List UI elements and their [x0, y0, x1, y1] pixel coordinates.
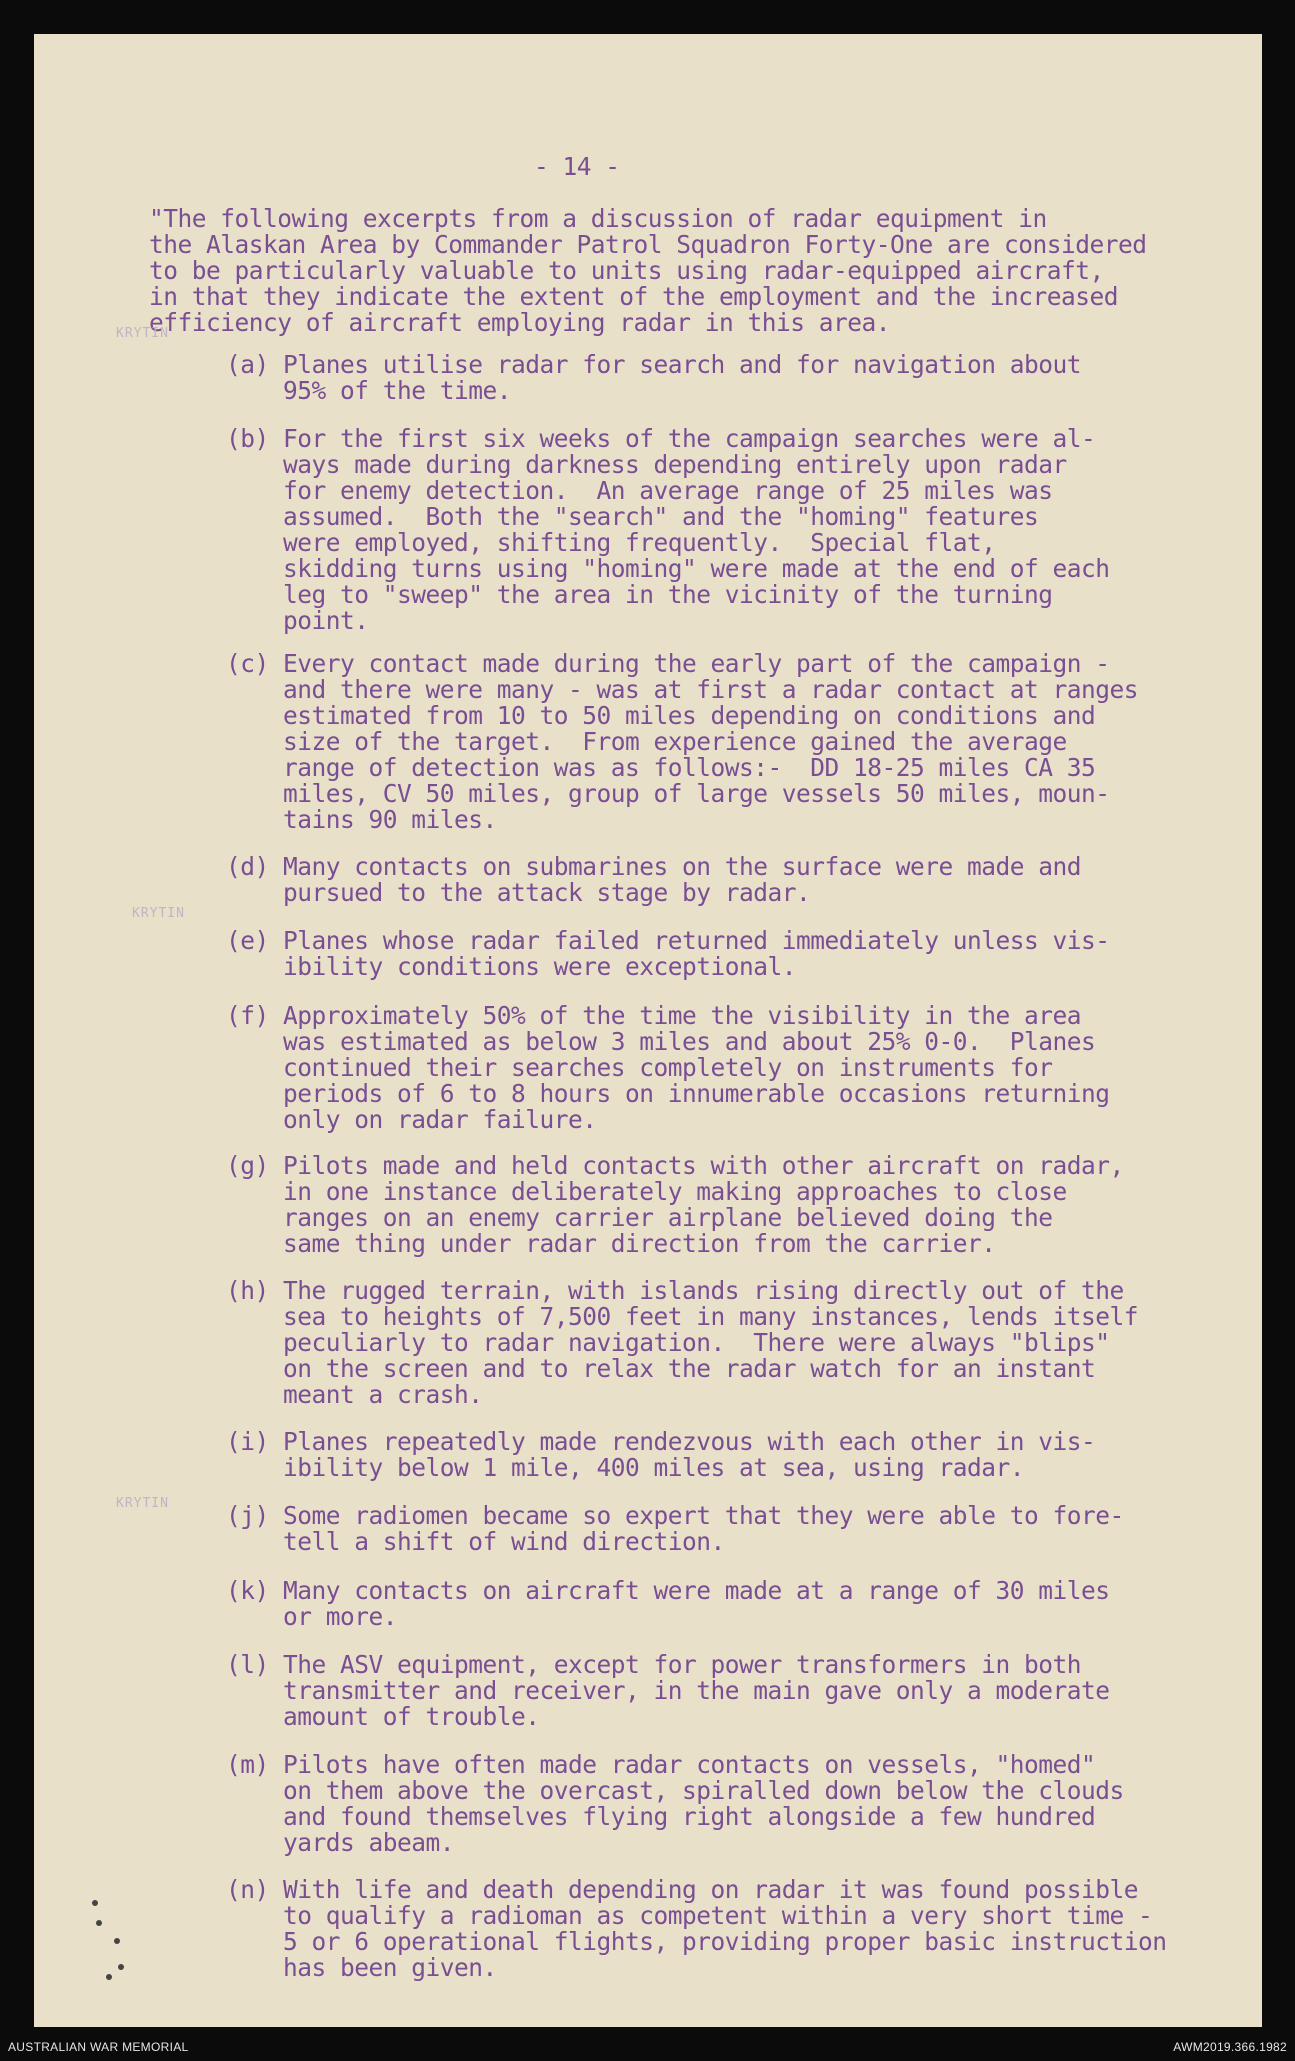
item-letter: (m) — [226, 1750, 269, 1779]
item-text: Pilots have often made radar contacts on vessels, "homed" on them above the overcast, spiralled down below the clouds and found themselves flying right alongside a few hundred yards abeam. — [283, 1750, 1124, 1857]
punch-hole-mark — [96, 1920, 102, 1926]
item-letter: (k) — [226, 1576, 269, 1605]
item-text: For the first six weeks of the campaign searches were al- ways made during darkness depending entirely upon radar for enemy detection. An average range of 25 miles was assumed. Both the "search" and the "homing" features were employed, shifting frequently. Special flat, skidding turns using "homing" were made at the end of each leg to "sweep" the area in the vicinity of the turning point. — [283, 424, 1110, 635]
item-letter: (e) — [226, 926, 269, 955]
page-number: - 14 - — [534, 152, 620, 181]
item-text: Some radiomen became so expert that they were able to fore- tell a shift of wind direction. — [283, 1501, 1124, 1556]
item-letter: (a) — [226, 350, 269, 379]
item-text: With life and death depending on radar it was found possible to qualify a radioman as competent within a very short time - 5 or 6 operational flights, providing proper basic instruction has been given. — [283, 1875, 1167, 1982]
item-letter: (h) — [226, 1276, 269, 1305]
margin-mark: KRYTIN — [116, 326, 169, 341]
document-page — [34, 34, 1262, 2027]
item-text: The rugged terrain, with islands rising directly out of the sea to heights of 7,500 feet in many instances, lends itself peculiarly to radar navigation. There were always "blips" on the screen and to relax the radar watch for an instant meant a crash. — [283, 1276, 1139, 1409]
footer-institution: AUSTRALIAN WAR MEMORIAL — [8, 2040, 189, 2054]
item-text: Every contact made during the early part of the campaign - and there were many - was at first a radar contact at ranges estimated from 10 to 50 miles depending on conditions and size of the target. From experience gained the average range of detection was as follows:- DD 18-25 miles CA 35 miles, CV 50 miles, group of large vessels 50 miles, moun- tains 90 miles. — [283, 649, 1139, 834]
punch-hole-mark — [118, 1964, 124, 1970]
item-letter: (f) — [226, 1001, 269, 1030]
margin-mark: KRYTIN — [116, 1496, 169, 1511]
punch-hole-mark — [114, 1938, 120, 1944]
item-letter: (n) — [226, 1875, 269, 1904]
item-text: Approximately 50% of the time the visibility in the area was estimated as below 3 miles and about 25% 0-0. Planes continued their searches completely on instruments for periods of 6 to 8 hours on innumerable occasions returning only on radar failure. — [283, 1001, 1110, 1134]
margin-mark: KRYTIN — [132, 906, 185, 921]
item-letter: (d) — [226, 852, 269, 881]
footer-accession-number: AWM2019.366.1982 — [1173, 2040, 1287, 2054]
item-text: Planes repeatedly made rendezvous with each other in vis- ibility below 1 mile, 400 miles at sea, using radar. — [283, 1427, 1096, 1482]
item-letter: (i) — [226, 1427, 269, 1456]
item-letter: (c) — [226, 649, 269, 678]
item-letter: (l) — [226, 1650, 269, 1679]
punch-hole-mark — [106, 1974, 112, 1980]
item-text: Planes whose radar failed returned immediately unless vis- ibility conditions were exceptional. — [283, 926, 1110, 981]
item-text: Many contacts on aircraft were made at a range of 30 miles or more. — [283, 1576, 1110, 1631]
intro-paragraph: "The following excerpts from a discussion of radar equipment in the Alaskan Area by Commander Patrol Squadron Forty-One are considered to be particularly valuable to units using radar-equipped aircraft, in that they indicate the extent of the employment and the increased efficiency of aircraft employing radar in this area. — [149, 204, 1147, 337]
item-text: Planes utilise radar for search and for navigation about 95% of the time. — [283, 350, 1082, 405]
item-letter: (g) — [226, 1151, 269, 1180]
punch-hole-mark — [92, 1900, 98, 1906]
item-letter: (j) — [226, 1501, 269, 1530]
item-text: Pilots made and held contacts with other aircraft on radar, in one instance deliberately making approaches to close ranges on an enemy carrier airplane believed doing the same thing under radar direction from the carrier. — [283, 1151, 1124, 1258]
item-text: Many contacts on submarines on the surface were made and pursued to the attack stage by radar. — [283, 852, 1082, 907]
item-text: The ASV equipment, except for power transformers in both transmitter and receiver, in the main gave only a moderate amount of trouble. — [283, 1650, 1110, 1731]
item-letter: (b) — [226, 424, 269, 453]
